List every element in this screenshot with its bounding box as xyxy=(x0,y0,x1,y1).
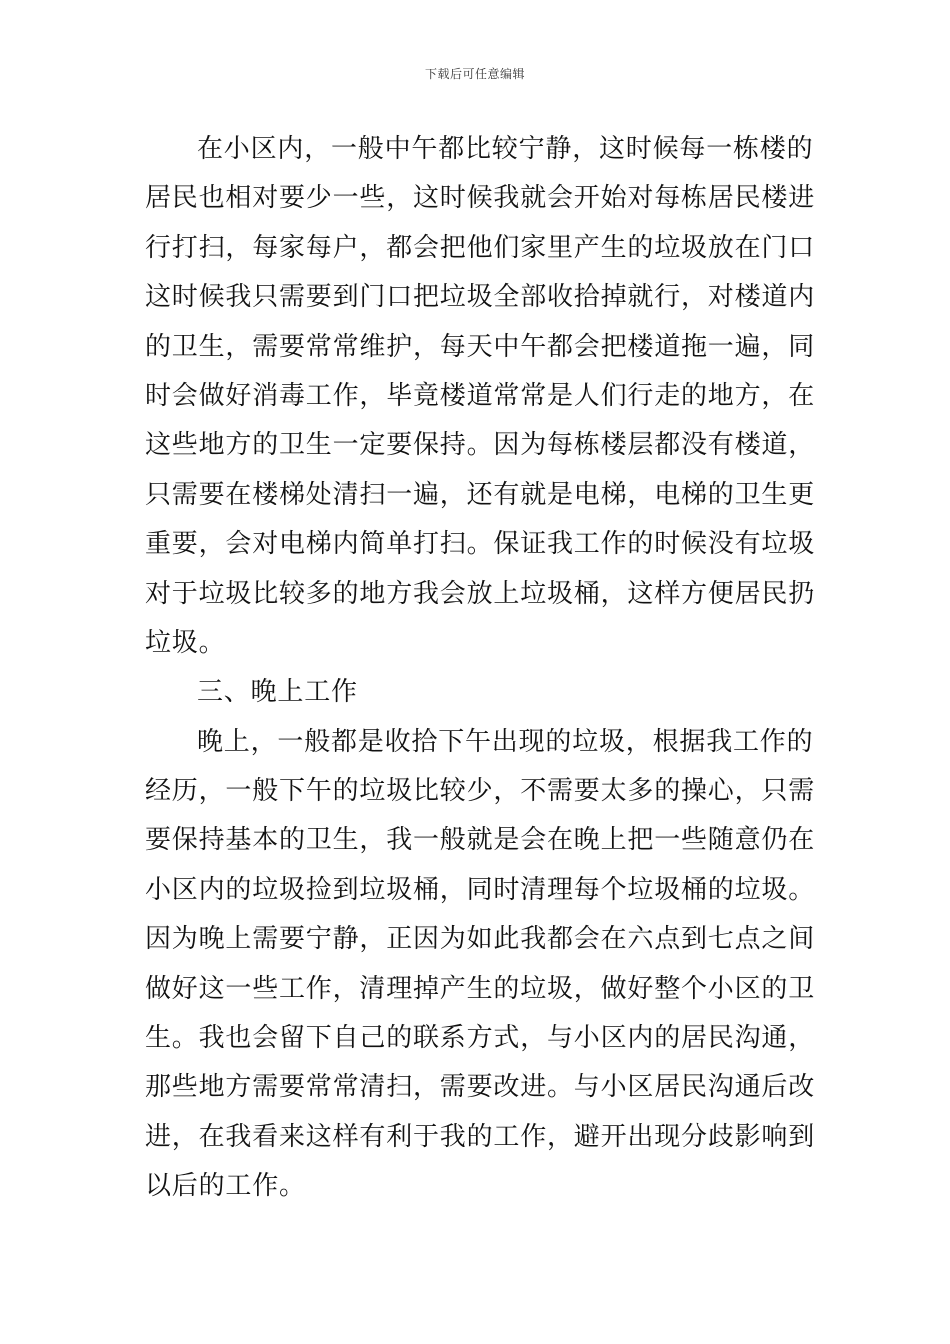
text-line: 重要，会对电梯内简单打扫。保证我工作的时候没有垃圾 xyxy=(145,529,816,560)
text-line: 小区内的垃圾捡到垃圾桶，同时清理每个垃圾桶的垃圾。 xyxy=(145,874,816,905)
text-line: 垃圾。 xyxy=(145,627,226,658)
text-line: 做好这一些工作，清理掉产生的垃圾，做好整个小区的卫 xyxy=(145,973,816,1004)
text-line: 居民也相对要少一些，这时候我就会开始对每栋居民楼进 xyxy=(145,183,816,214)
text-line: 那些地方需要常常清扫，需要改进。与小区居民沟通后改 xyxy=(145,1072,816,1103)
text-line: 进，在我看来这样有利于我的工作，避开出现分歧影响到 xyxy=(145,1121,816,1152)
section-heading: 三、晚上工作 xyxy=(197,677,358,708)
text-line: 这时候我只需要到门口把垃圾全部收拾掉就行，对楼道内 xyxy=(145,282,816,313)
text-line: 在小区内，一般中午都比较宁静，这时候每一栋楼的 xyxy=(197,134,814,164)
text-line: 行打扫，每家每户，都会把他们家里产生的垃圾放在门口 xyxy=(145,232,816,263)
text-line: 以后的工作。 xyxy=(145,1171,306,1202)
page-header: 下载后可任意编辑 xyxy=(424,67,525,81)
text-line: 晚上，一般都是收拾下午出现的垃圾，根据我工作的 xyxy=(197,726,814,757)
document-body xyxy=(145,125,816,1212)
text-line: 经历，一般下午的垃圾比较少，不需要太多的操心，只需 xyxy=(145,776,816,807)
text-line: 因为晚上需要宁静，正因为如此我都会在六点到七点之间 xyxy=(145,924,816,955)
text-line: 要保持基本的卫生，我一般就是会在晚上把一些随意仍在 xyxy=(145,825,816,856)
text-line: 生。我也会留下自己的联系方式，与小区内的居民沟通， xyxy=(145,1023,816,1054)
text-line: 对于垃圾比较多的地方我会放上垃圾桶，这样方便居民扔 xyxy=(145,578,816,609)
text-line: 时会做好消毒工作，毕竟楼道常常是人们行走的地方，在 xyxy=(145,380,816,411)
text-line: 这些地方的卫生一定要保持。因为每栋楼层都没有楼道， xyxy=(145,430,816,461)
text-line: 只需要在楼梯处清扫一遍，还有就是电梯，电梯的卫生更 xyxy=(145,479,816,510)
text-line: 的卫生，需要常常维护，每天中午都会把楼道拖一遍，同 xyxy=(145,331,816,362)
